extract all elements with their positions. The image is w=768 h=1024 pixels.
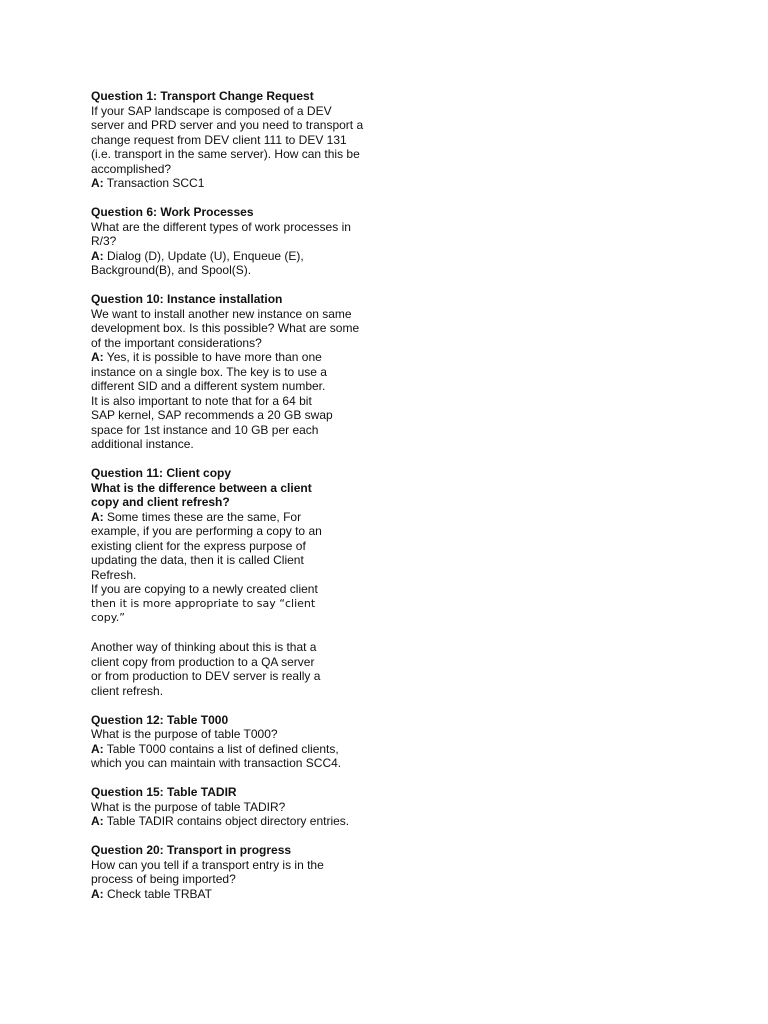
qa-block-15 — [91, 785, 391, 829]
qa-block-11 — [91, 466, 391, 698]
question-text: process of being imported? — [91, 872, 236, 886]
answer-text: Table TADIR contains object directory entries. — [103, 814, 350, 828]
answer-text: Refresh. — [91, 567, 137, 582]
answer-text: existing client for the express purpose of — [91, 538, 306, 553]
answer-text: or from production to DEV server is really a — [91, 669, 321, 683]
answer-text: SAP kernel, SAP recommends a 20 GB swap — [91, 408, 333, 422]
answer-text: client copy from production to a QA server — [91, 654, 315, 669]
question-text: development box. Is this possible? What are some — [91, 321, 360, 335]
answer-text: additional instance. — [91, 437, 194, 451]
answer-text: example, if you are performing a copy to an — [91, 524, 322, 538]
answer-label: A: — [91, 886, 104, 901]
question-text: We want to install another new instance on same — [91, 306, 352, 321]
answer-text: space for 1st instance and 10 GB per each — [91, 422, 319, 437]
answer-text: different SID and a different system number. — [91, 379, 326, 393]
answer-line — [91, 176, 391, 191]
answer-text: It is also important to note that for a 64 bit — [91, 393, 312, 408]
answer-label: A: — [91, 814, 104, 828]
answer-label: A: — [91, 741, 104, 756]
question-text: What is the difference between a client — [91, 480, 312, 495]
answer-line — [91, 887, 391, 902]
question-title: Question 1: Transport Change Request — [91, 89, 314, 103]
question-text: copy and client refresh? — [91, 495, 230, 509]
answer-text: Another way of thinking about this is that a — [91, 640, 317, 654]
answer-text: client refresh. — [91, 683, 164, 698]
question-text: change request from DEV client 111 to DEV 131 — [91, 132, 347, 147]
question-text: How can you tell if a transport entry is in the — [91, 857, 324, 872]
question-title: Question 12: Table T000 — [91, 712, 229, 727]
answer-text: Transaction SCC1 — [103, 176, 205, 190]
question-text: server and PRD server and you need to transport a — [91, 118, 364, 132]
question-text: (i.e. transport in the same server). How can this be — [91, 147, 360, 161]
qa-block-20 — [91, 843, 391, 901]
qa-block-12 — [91, 713, 391, 771]
answer-text: then it is more appropriate to say “client — [91, 596, 316, 610]
answer-line — [91, 350, 391, 365]
qa-block-1 — [91, 89, 391, 191]
qa-block-10 — [91, 292, 391, 452]
answer-text: copy.” — [91, 611, 125, 624]
question-text: R/3? — [91, 234, 117, 248]
question-text: accomplished? — [91, 161, 172, 176]
answer-text: updating the data, then it is called Client — [91, 553, 304, 567]
answer-text: Dialog (D), Update (U), Enqueue (E), — [103, 248, 304, 263]
question-title: Question 15: Table TADIR — [91, 785, 237, 799]
answer-line — [91, 814, 391, 829]
answer-text: instance on a single box. The key is to use a — [91, 364, 327, 379]
question-text: What are the different types of work processes in — [91, 219, 351, 234]
answer-text: Background(B), and Spool(S). — [91, 263, 252, 277]
answer-text: which you can maintain with transaction SCC4. — [91, 756, 342, 770]
answer-label: A: — [91, 350, 104, 364]
question-text: If your SAP landscape is composed of a DEV — [91, 103, 332, 118]
question-title: Question 6: Work Processes — [91, 205, 254, 219]
answer-line — [91, 249, 391, 264]
question-title: Question 20: Transport in progress — [91, 843, 292, 857]
question-title: Question 11: Client copy — [91, 466, 232, 480]
answer-text: Check table TRBAT — [103, 886, 212, 901]
qa-block-6 — [91, 205, 391, 278]
answer-text: Some times these are the same, For — [103, 509, 302, 524]
question-text: of the important considerations? — [91, 335, 262, 350]
answer-label: A: — [91, 509, 104, 524]
document-page — [91, 89, 391, 916]
paragraph-spacer — [91, 626, 391, 641]
answer-text: Table T000 contains a list of defined clients, — [103, 741, 339, 756]
answer-line — [91, 510, 391, 525]
question-text: What is the purpose of table TADIR? — [91, 799, 286, 814]
answer-text: If you are copying to a newly created client — [91, 582, 318, 596]
question-text: What is the purpose of table T000? — [91, 727, 278, 741]
answer-label: A: — [91, 248, 104, 263]
question-title: Question 10: Instance installation — [91, 292, 283, 306]
answer-line — [91, 742, 391, 757]
answer-label: A: — [91, 176, 104, 190]
answer-text: Yes, it is possible to have more than one — [103, 350, 322, 364]
